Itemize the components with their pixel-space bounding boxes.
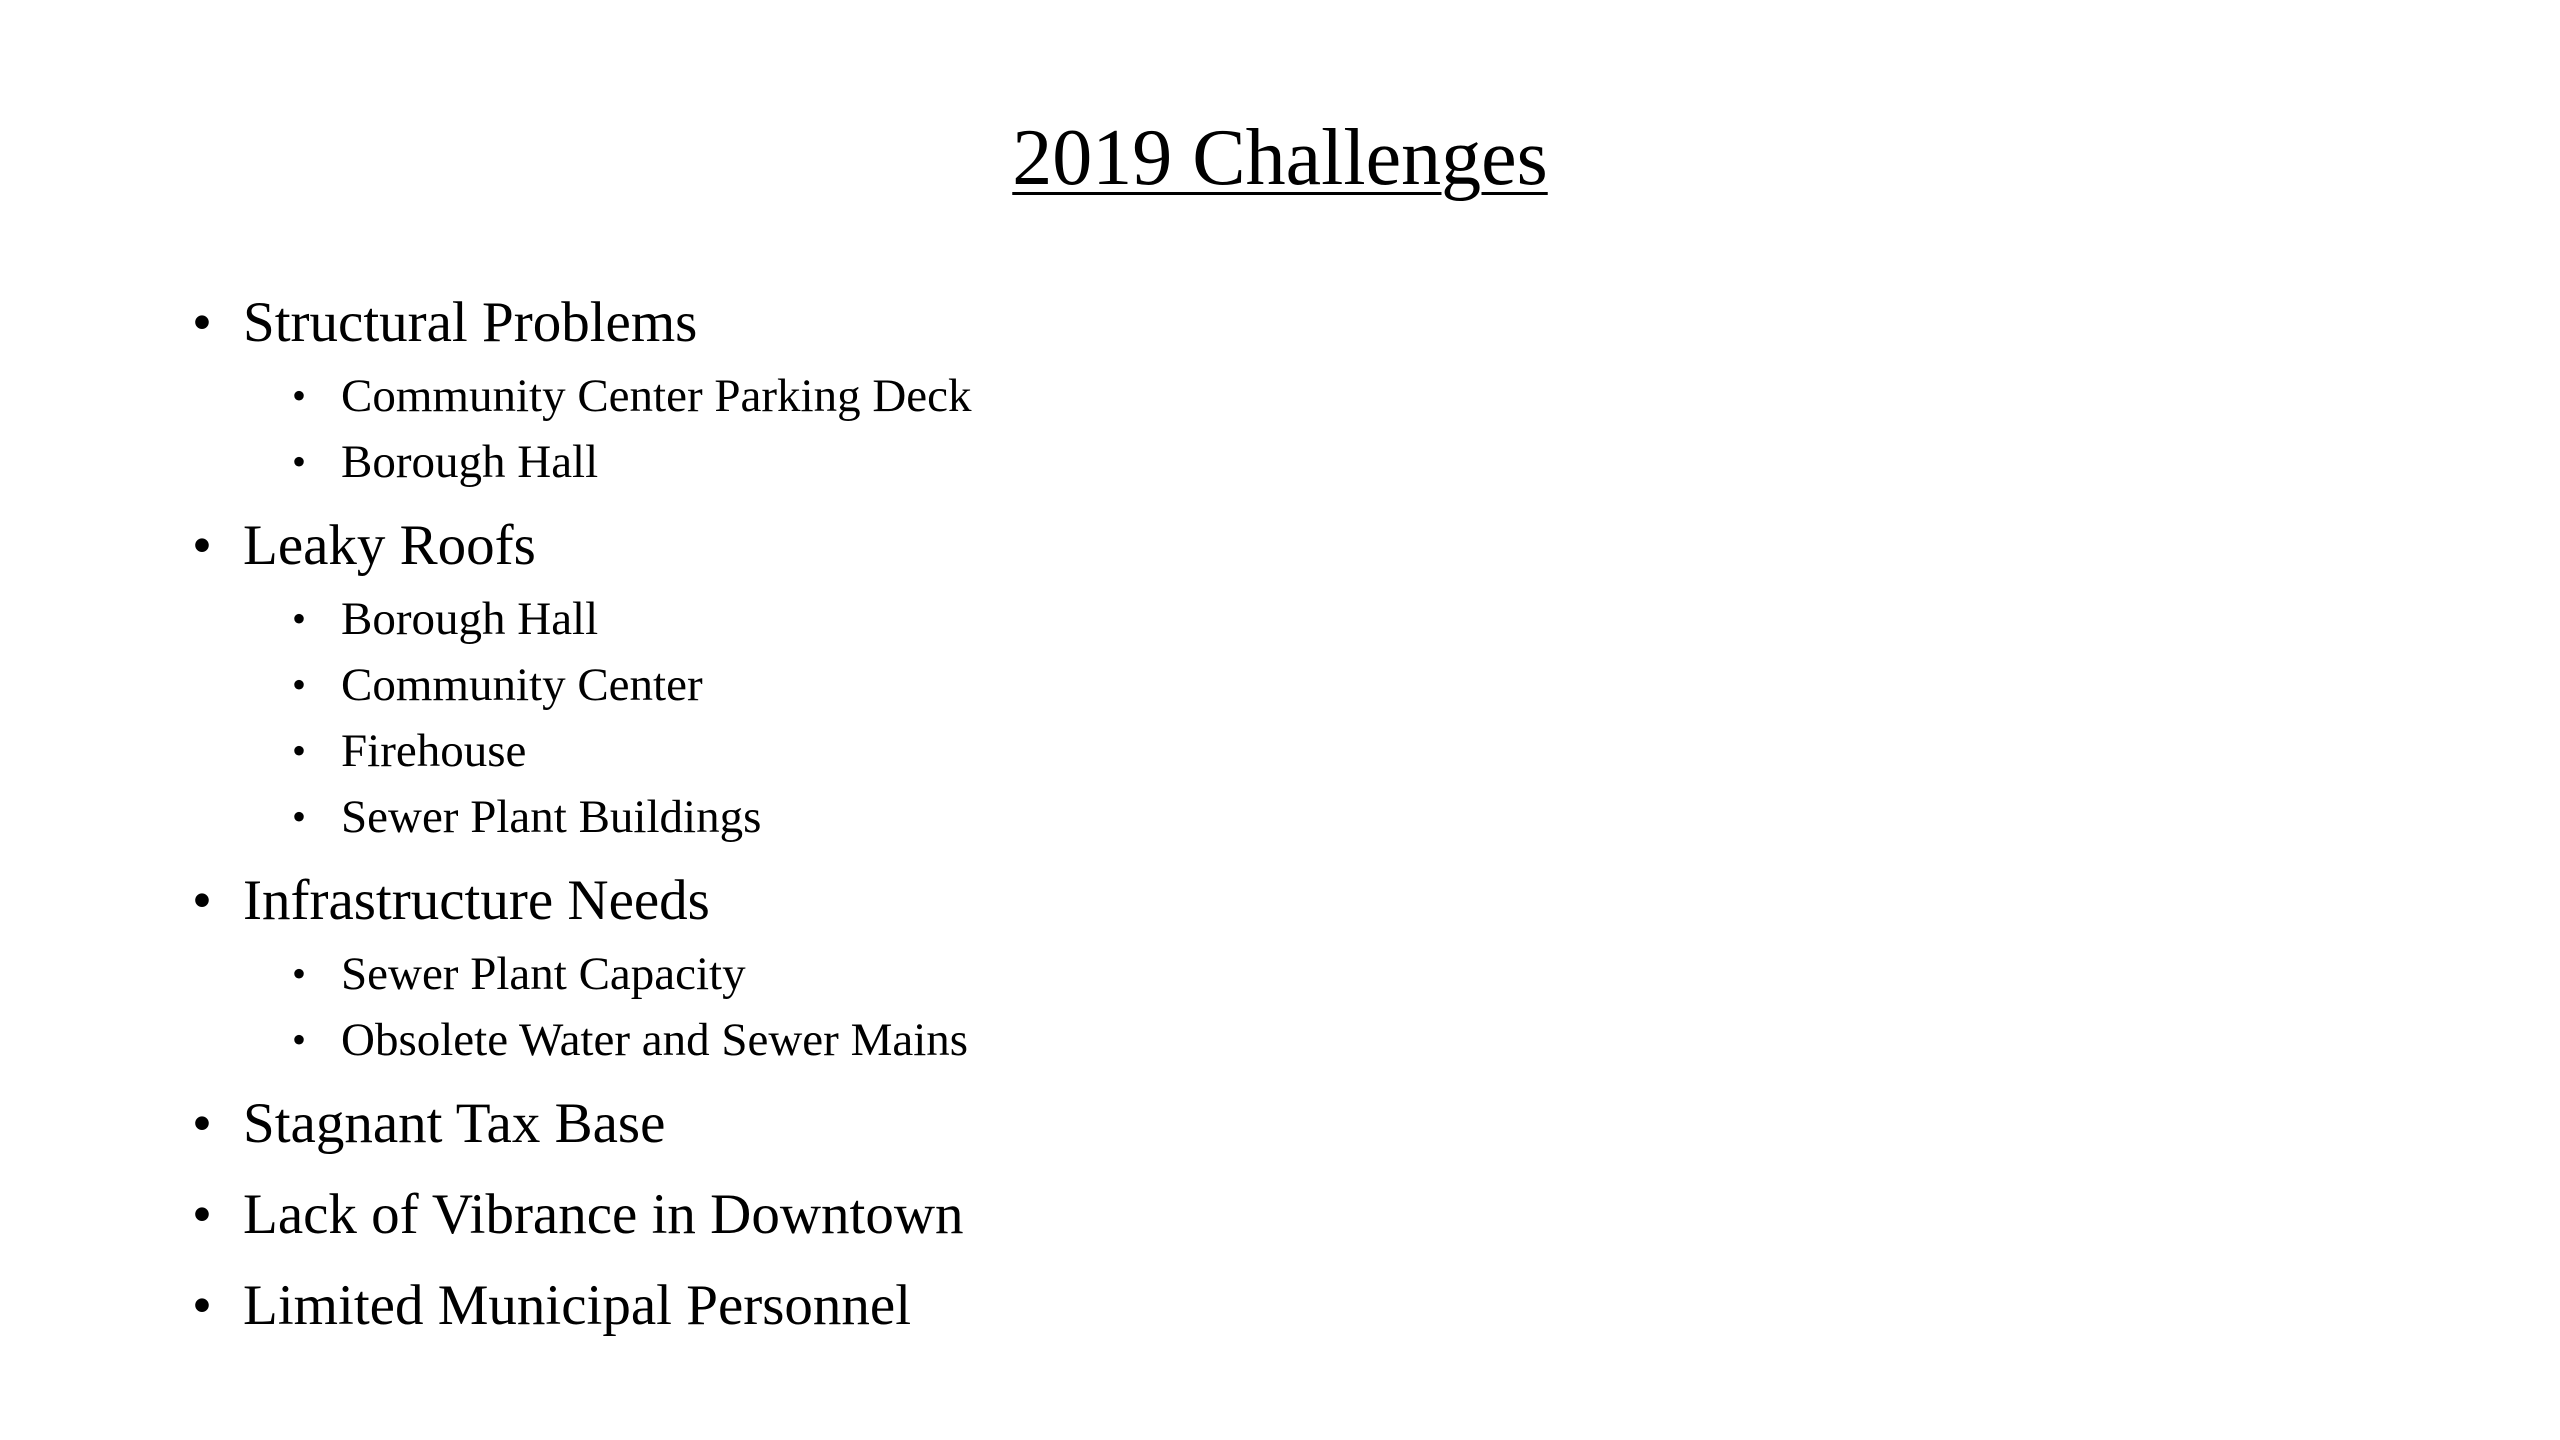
bullet-label: Lack of Vibrance in Downtown	[243, 1183, 964, 1246]
sub-bullet-icon: •	[292, 951, 307, 996]
sub-bullet-icon: •	[292, 1017, 307, 1062]
sub-bullet-label: Community Center Parking Deck	[341, 370, 972, 422]
sub-bullet-label: Borough Hall	[341, 436, 599, 488]
sub-bullet-label: Firehouse	[341, 725, 527, 777]
sub-bullet-label: Sewer Plant Buildings	[341, 791, 762, 843]
sub-bullet-label: Community Center	[341, 659, 703, 711]
sub-bullet-label: Borough Hall	[341, 593, 599, 645]
sub-bullet-icon: •	[292, 794, 307, 839]
sub-bullet-icon: •	[292, 728, 307, 773]
bullet-label: Structural Problems	[243, 291, 698, 354]
sub-bullet-icon: •	[292, 373, 307, 418]
bullet-label: Stagnant Tax Base	[243, 1092, 666, 1155]
bullet-icon: •	[192, 1183, 212, 1246]
bullet-label: Infrastructure Needs	[243, 869, 710, 932]
bullet-label: Leaky Roofs	[243, 514, 536, 577]
bullet-icon: •	[192, 1092, 212, 1155]
sub-bullet-icon: •	[292, 662, 307, 707]
slide-title: 2019 Challenges	[1012, 114, 1548, 202]
sub-bullet-label: Obsolete Water and Sewer Mains	[341, 1014, 969, 1066]
sub-bullet-icon: •	[292, 439, 307, 484]
sub-bullet-label: Sewer Plant Capacity	[341, 948, 746, 1000]
bullet-icon: •	[192, 514, 212, 577]
sub-bullet-icon: •	[292, 596, 307, 641]
bullet-icon: •	[192, 291, 212, 354]
bullet-icon: •	[192, 869, 212, 932]
bullet-label: Limited Municipal Personnel	[243, 1274, 912, 1337]
bullet-icon: •	[192, 1274, 212, 1337]
